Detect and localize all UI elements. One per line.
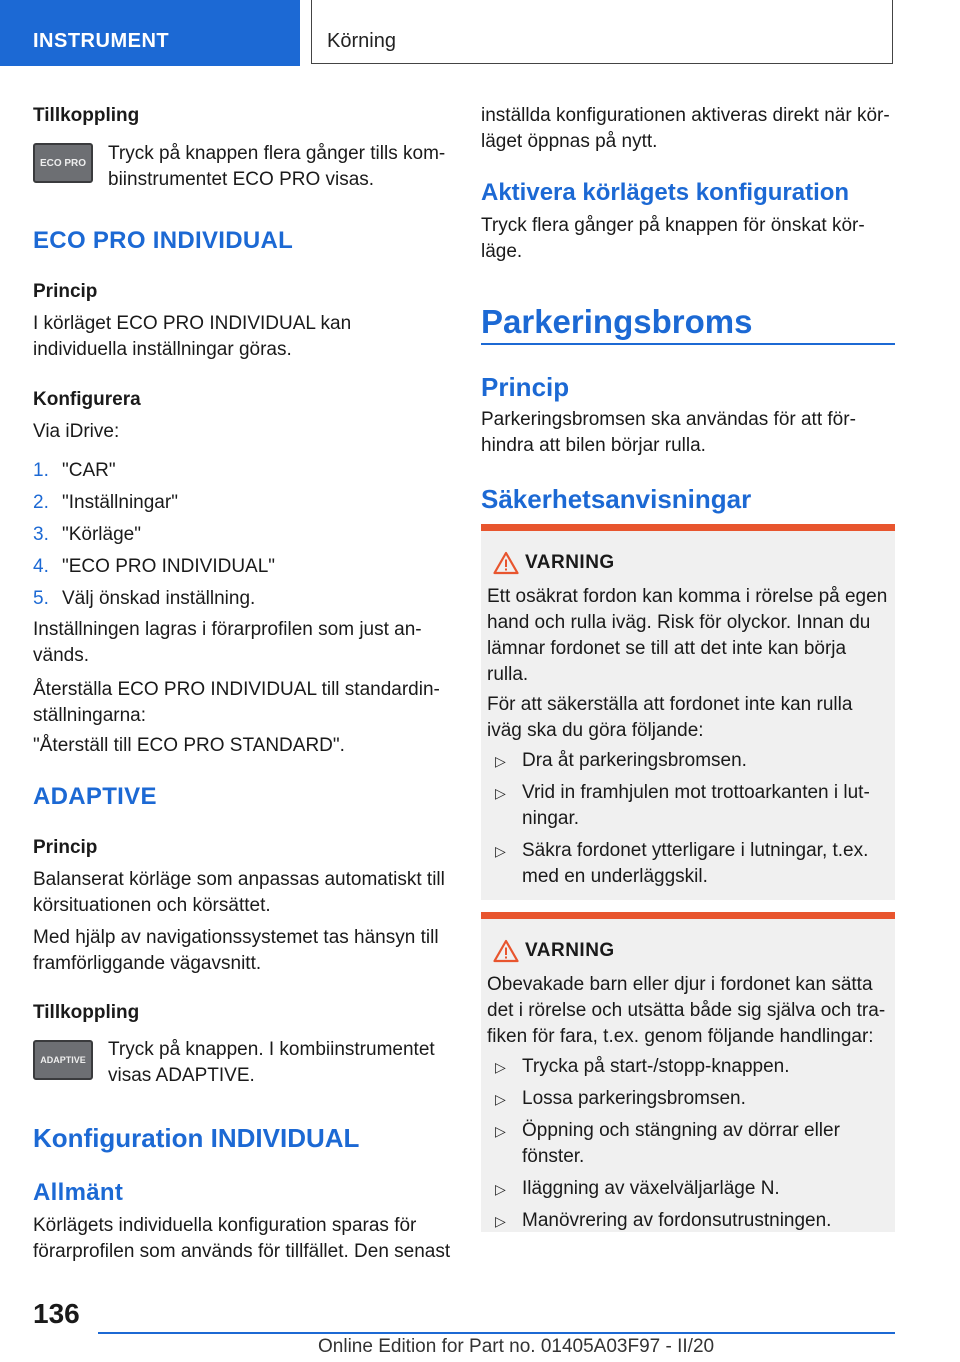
step-text: "Körläge": [62, 524, 141, 545]
list-item: [495, 1176, 887, 1202]
triangle-bullet-icon: ▷: [495, 1059, 506, 1075]
aktivera-text: Tryck flera gånger på knappen för önskat kör- läge.: [481, 215, 865, 262]
triangle-bullet-icon: ▷: [495, 843, 506, 859]
triangle-bullet-icon: ▷: [495, 1181, 506, 1197]
list-item-text: Trycka på start-/stopp-knappen.: [522, 1056, 790, 1077]
step-number: 4.: [33, 556, 49, 577]
list-item: [33, 487, 449, 519]
list-item-text: Säkra fordonet ytterligare i lutningar, t.ex. med en underläggskil.: [522, 840, 869, 887]
footer-edition: Online Edition for Part no. 01405A03F97 - II/20: [318, 1336, 715, 1357]
list-item-text: Öppning och stängning av dörrar eller fönster.: [522, 1120, 840, 1167]
adaptive-button-icon: [33, 1040, 93, 1080]
list-item: [33, 551, 449, 583]
triangle-bullet-icon: ▷: [495, 1123, 506, 1139]
warning-box: [481, 912, 895, 1232]
header-section-label: INSTRUMENT: [33, 30, 170, 52]
list-item: [495, 1086, 887, 1112]
header-chapter-tab: [311, 0, 893, 64]
adaptive-button-label: ADAPTIVE: [40, 1055, 86, 1065]
continued-text: inställda konfigurationen aktiveras direkt när kör- läget öppnas på nytt.: [481, 105, 890, 152]
triangle-bullet-icon: ▷: [495, 753, 506, 769]
tillkoppling-text: Tryck på knappen. I kombiinstrumentet visas ADAPTIVE.: [108, 1039, 435, 1086]
tillkoppling-heading: Tillkoppling: [33, 105, 140, 126]
triangle-bullet-icon: ▷: [495, 1091, 506, 1107]
triangle-bullet-icon: ▷: [495, 785, 506, 801]
triangle-bullet-icon: ▷: [495, 1213, 506, 1229]
eco-pro-individual-heading: ECO PRO INDIVIDUAL: [33, 227, 294, 254]
list-item: [495, 748, 887, 774]
eco-pro-button-label: ECO PRO: [39, 157, 87, 169]
list-item-text: Vrid in framhjulen mot trottoarkanten i lut- ningar.: [522, 782, 870, 829]
warning-triangle-icon: [493, 939, 519, 963]
step-text: "ECO PRO INDIVIDUAL": [62, 556, 276, 577]
sakerhetsanvisningar-heading: Säkerhetsanvisningar: [481, 484, 752, 514]
warning-text: Obevakade barn eller djur i fordonet kan sätta det i rörelse och utsätta både sig själva och tra- fiken för fara, t.ex. genom följande handlingar:: [487, 974, 886, 1047]
list-item: [33, 519, 449, 551]
aktivera-heading: Aktivera körlägets konfiguration: [481, 179, 850, 206]
tillkoppling-text: Tryck på knappen flera gånger tills kom- biinstrumentet ECO PRO visas.: [108, 143, 446, 190]
konfiguration-individual-heading: Konfiguration INDIVIDUAL: [33, 1123, 360, 1153]
list-item-text: Iläggning av växelväljarläge N.: [522, 1178, 780, 1199]
tillkoppling-heading: Tillkoppling: [33, 1002, 140, 1023]
list-item: [495, 780, 887, 832]
list-item: [33, 455, 449, 487]
princip-text: I körläget ECO PRO INDIVIDUAL kan individuella inställningar göras.: [33, 313, 352, 360]
warning-triangle-icon: [493, 551, 519, 575]
step-number: 2.: [33, 492, 49, 513]
list-item: [495, 1054, 887, 1080]
princip-text: Med hjälp av navigationssystemet tas hänsyn till framförliggande vägavsnitt.: [33, 927, 439, 974]
princip-text: Balanserat körläge som anpassas automatiskt till körsituationen och körsättet.: [33, 869, 445, 916]
reset-command: "Återställ till ECO PRO STANDARD".: [33, 735, 345, 756]
list-item-text: Dra åt parkeringsbromsen.: [522, 750, 747, 771]
konfigurera-text: Via iDrive:: [33, 421, 120, 442]
steps-list: [33, 455, 449, 615]
warning-box: [481, 524, 895, 900]
list-item: [495, 1118, 887, 1170]
step-number: 1.: [33, 460, 49, 481]
princip-heading: Princip: [481, 372, 570, 402]
warning-list: [495, 1054, 887, 1240]
list-item: [495, 1208, 887, 1234]
list-item-text: Lossa parkeringsbromsen.: [522, 1088, 746, 1109]
header-chapter-label: Körning: [327, 30, 396, 52]
step-text: "Inställningar": [62, 492, 178, 513]
list-item: [495, 838, 887, 890]
section-divider: [481, 343, 895, 345]
warning-title: VARNING: [525, 940, 615, 961]
step-text: Välj önskad inställning.: [62, 588, 256, 609]
eco-pro-button-icon: [33, 143, 93, 183]
list-item-text: Manövrering av fordonsutrustningen.: [522, 1210, 832, 1231]
warning-text: För att säkerställa att fordonet inte kan rulla iväg ska du göra följande:: [487, 694, 853, 741]
footer-divider: [98, 1332, 895, 1334]
princip-heading: Princip: [33, 281, 98, 302]
step-number: 5.: [33, 588, 49, 609]
header-section-tab: [0, 0, 300, 66]
konfigurera-heading: Konfigurera: [33, 389, 141, 410]
allmant-text: Körlägets individuella konfiguration sparas för förarprofilen som används för tillfället. Den senast: [33, 1215, 451, 1262]
saved-text: Inställningen lagras i förarprofilen som just an- vänds.: [33, 619, 422, 666]
warning-list: [495, 748, 887, 896]
princip-heading: Princip: [33, 837, 98, 858]
warning-bar: [481, 524, 895, 531]
list-item: [33, 583, 449, 615]
warning-title: VARNING: [525, 552, 615, 573]
step-number: 3.: [33, 524, 49, 545]
allmant-heading: Allmänt: [33, 1179, 124, 1206]
princip-text: Parkeringsbromsen ska användas för att för- hindra att bilen börjar rulla.: [481, 409, 856, 456]
parkeringsbroms-heading: Parkeringsbroms: [481, 303, 753, 340]
page-number: 136: [33, 1298, 80, 1329]
adaptive-heading: ADAPTIVE: [33, 783, 157, 810]
warning-text: Ett osäkrat fordon kan komma i rörelse på egen hand och rulla iväg. Risk för olyckor. Innan du lämnar fordonet se till att det inte kan börja rulla.: [487, 586, 888, 685]
warning-bar: [481, 912, 895, 919]
step-text: "CAR": [62, 460, 116, 481]
reset-text: Återställa ECO PRO INDIVIDUAL till standardin- ställningarna:: [33, 679, 440, 726]
